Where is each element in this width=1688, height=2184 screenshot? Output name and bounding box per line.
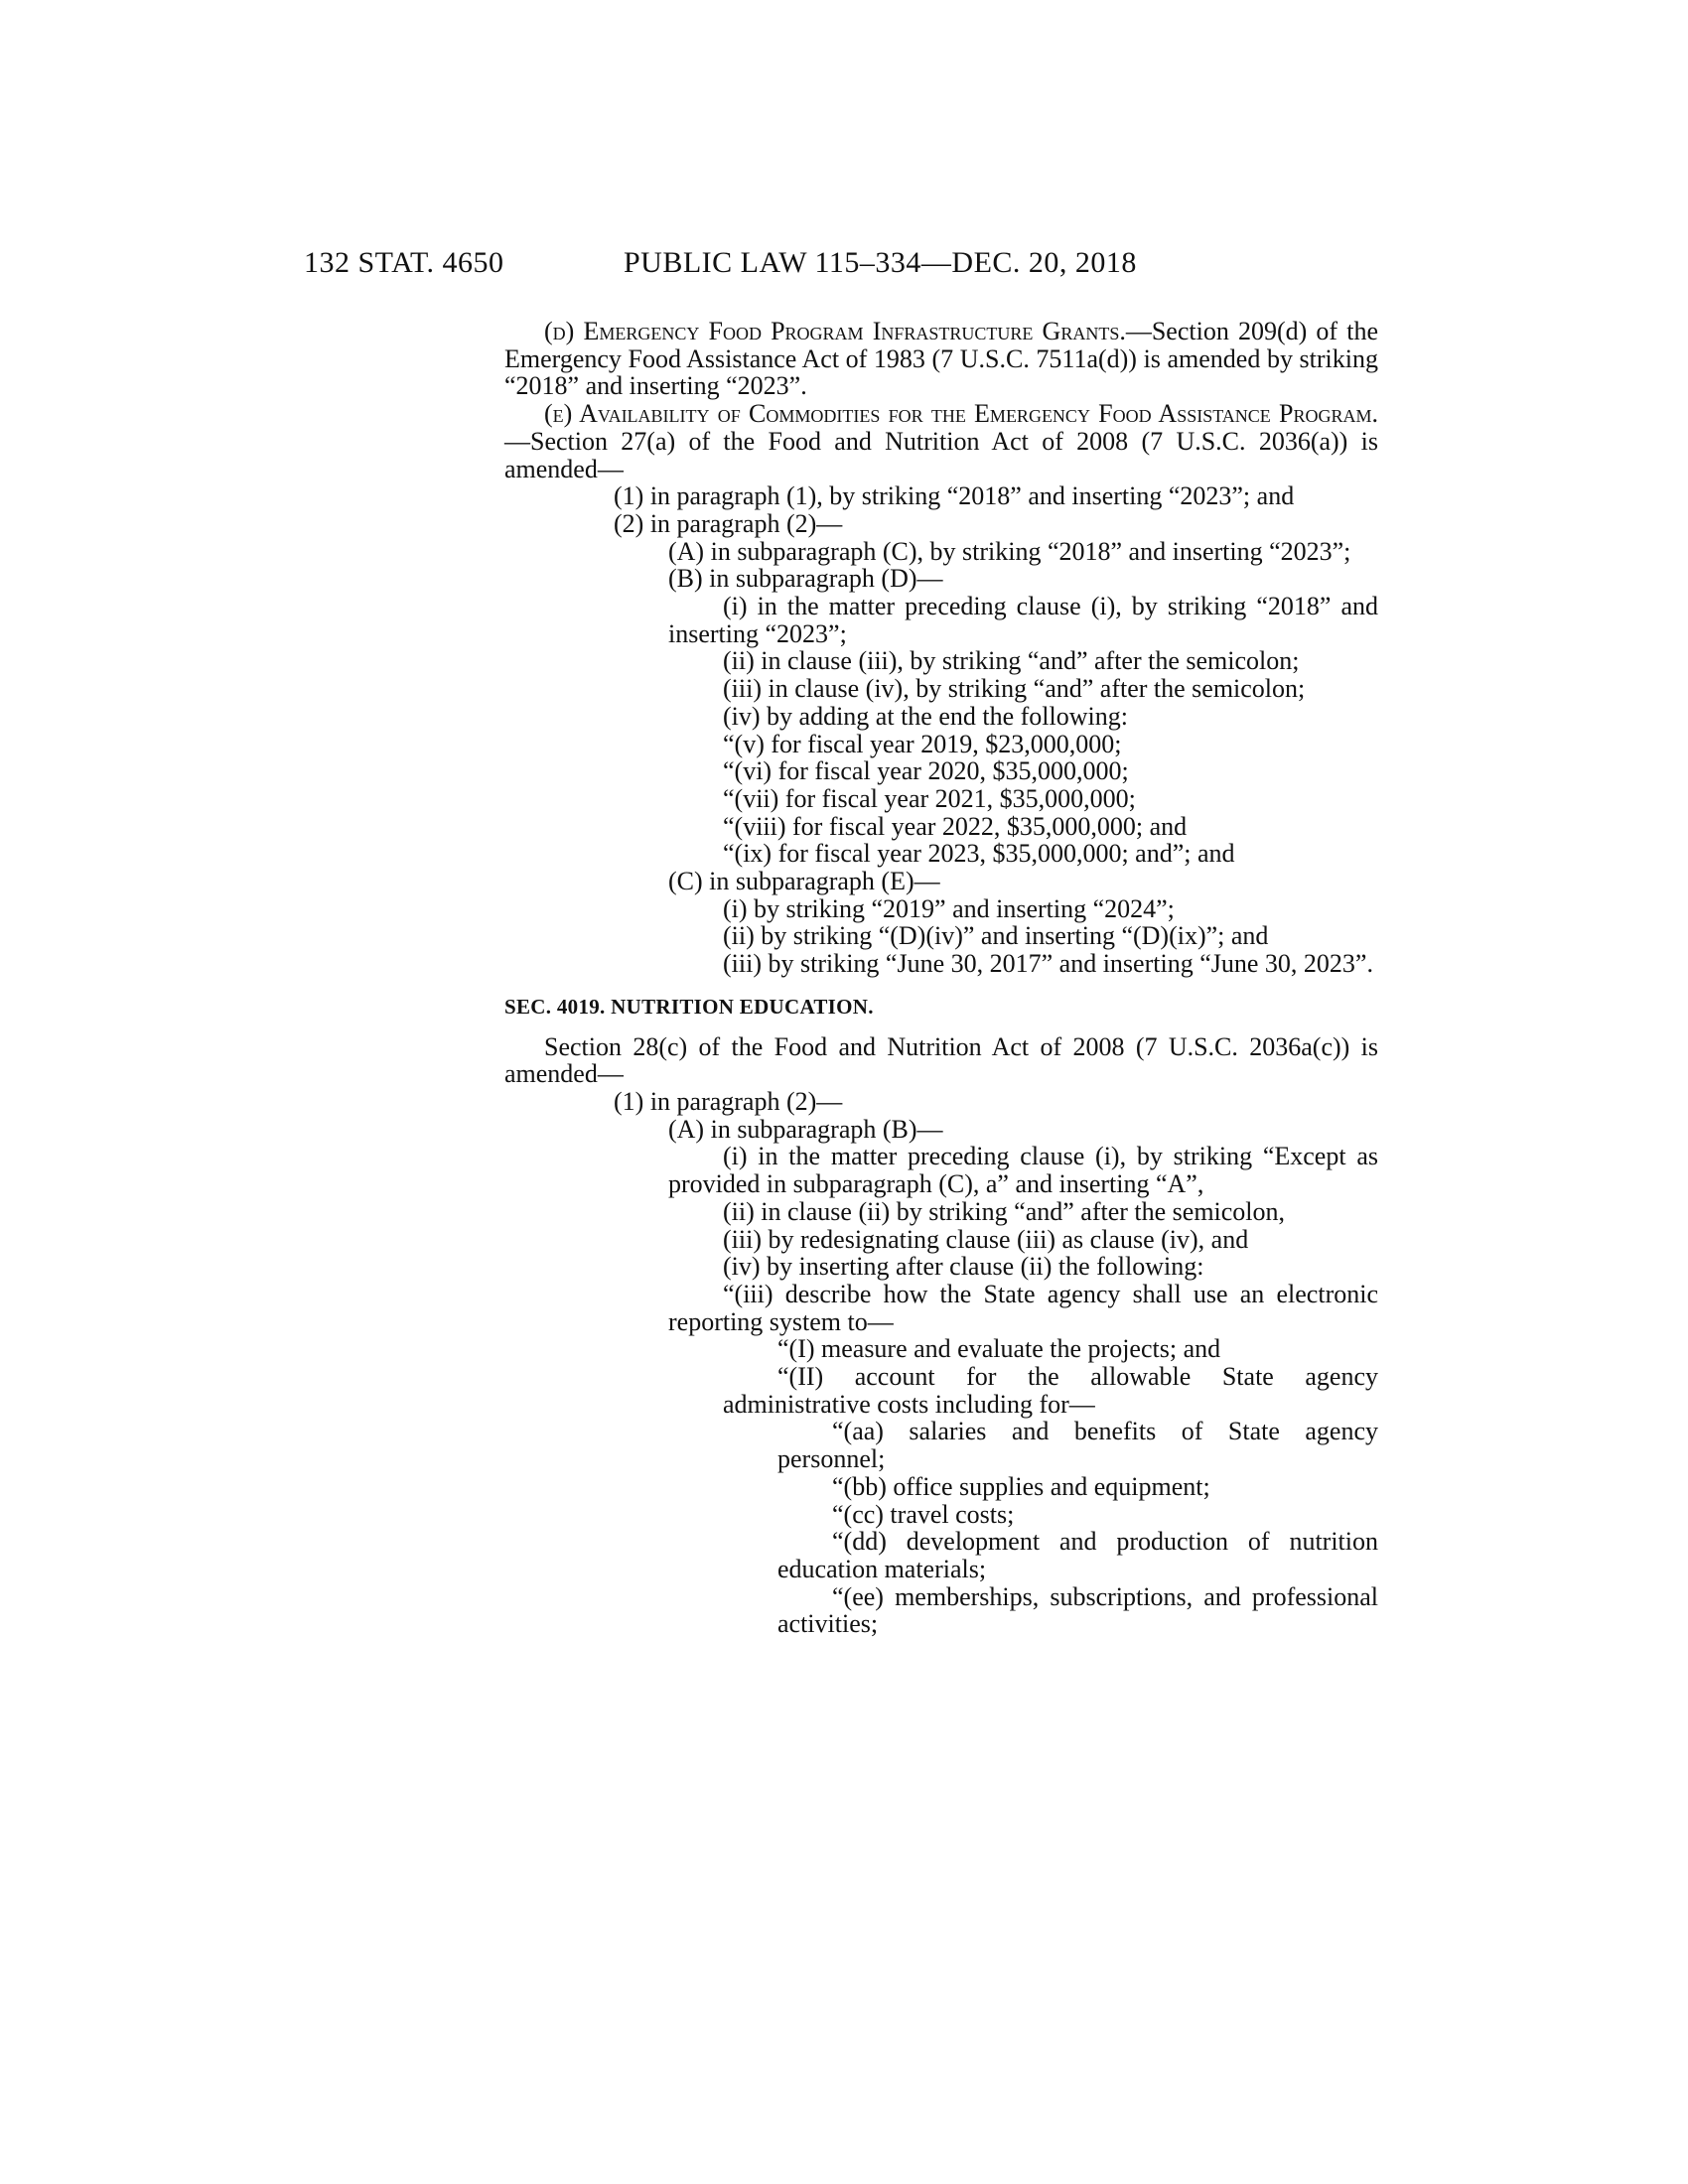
list-item: (iii) by redesignating clause (iii) as clause (iv), and: [723, 1224, 1249, 1254]
list-item: (iii) by striking “June 30, 2017” and inserting “June 30, 2023”.: [723, 949, 1373, 979]
list-item: (2) in paragraph (2)—: [614, 508, 843, 538]
list-item: “(aa) salaries and benefits of State agency personnel;: [777, 1417, 1378, 1474]
list-item: “(I) measure and evaluate the projects; and: [777, 1334, 1221, 1364]
list-item: “(v) for fiscal year 2019, $23,000,000;: [723, 729, 1122, 758]
list-item: (iii) in clause (iv), by striking “and” after the semicolon;: [723, 674, 1306, 704]
list-item: (ii) in clause (iii), by striking “and” after the semicolon;: [723, 646, 1300, 676]
list-item: “(iii) describe how the State agency shall use an electronic reporting system to—: [668, 1279, 1378, 1336]
list-item: (A) in subparagraph (C), by striking “2018” and inserting “2023”;: [668, 536, 1351, 566]
list-item: (B) in subparagraph (D)—: [668, 564, 943, 594]
page-header: [304, 246, 1225, 286]
list-item: “(vi) for fiscal year 2020, $35,000,000;: [723, 756, 1129, 786]
law-title: PUBLIC LAW 115–334—DEC. 20, 2018: [624, 246, 1137, 279]
list-item: “(vii) for fiscal year 2021, $35,000,000;: [723, 783, 1136, 813]
list-item: (ii) in clause (ii) by striking “and” after the semicolon,: [723, 1196, 1286, 1226]
list-item: (C) in subparagraph (E)—: [668, 867, 940, 896]
subsection-d-heading: (d) Emergency Food Program Infrastructure Grants.—: [544, 317, 1152, 345]
list-item: “(bb) office supplies and equipment;: [832, 1471, 1210, 1501]
list-item: “(ix) for fiscal year 2023, $35,000,000; and”; and: [723, 839, 1235, 869]
list-item: “(viii) for fiscal year 2022, $35,000,000; and: [723, 811, 1188, 841]
subsection-d: [504, 318, 1378, 400]
list-item: (1) in paragraph (2)—: [614, 1086, 843, 1116]
subsection-e-heading: (e) Availability of Commodities for the Emergency Food Assistance Program.—: [504, 399, 1378, 456]
list-item: (i) by striking “2019” and inserting “2024”;: [723, 893, 1175, 923]
list-item: “(cc) travel costs;: [832, 1499, 1015, 1529]
subsection-e-text: Section 27(a) of the Food and Nutrition Act of 2008 (7 U.S.C. 2036(a)) is amended—: [504, 426, 1378, 483]
section-heading: SEC. 4019. NUTRITION EDUCATION.: [504, 994, 874, 1019]
document-body: [504, 318, 1378, 1638]
statute-reference: 132 STAT. 4650: [304, 246, 504, 279]
subsection-d-text: Section 209(d) of the Emergency Food Assistance Act of 1983 (7 U.S.C. 7511a(d)) is amended by striking “2018” and inserting “2023”.: [504, 317, 1378, 401]
list-item: “(II) account for the allowable State agency administrative costs including for—: [723, 1362, 1378, 1419]
list-item: (i) in the matter preceding clause (i), by striking “Except as provided in subparagraph (C), a” and inserting “A”,: [668, 1142, 1378, 1199]
list-item: (1) in paragraph (1), by striking “2018” and inserting “2023”; and: [614, 481, 1295, 511]
list-item: (iv) by inserting after clause (ii) the following:: [723, 1252, 1204, 1282]
section-intro: Section 28(c) of the Food and Nutrition Act of 2008 (7 U.S.C. 2036a(c)) is amended—: [504, 1031, 1378, 1089]
list-item: “(dd) development and production of nutrition education materials;: [777, 1527, 1378, 1583]
list-item: (iv) by adding at the end the following:: [723, 701, 1128, 731]
subsection-e: [504, 400, 1378, 482]
list-item: (ii) by striking “(D)(iv)” and inserting “(D)(ix)”; and: [723, 921, 1269, 951]
list-item: (i) in the matter preceding clause (i), by striking “2018” and inserting “2023”;: [668, 592, 1378, 648]
list-item: (A) in subparagraph (B)—: [668, 1114, 943, 1144]
list-item: “(ee) memberships, subscriptions, and professional activities;: [777, 1581, 1378, 1639]
